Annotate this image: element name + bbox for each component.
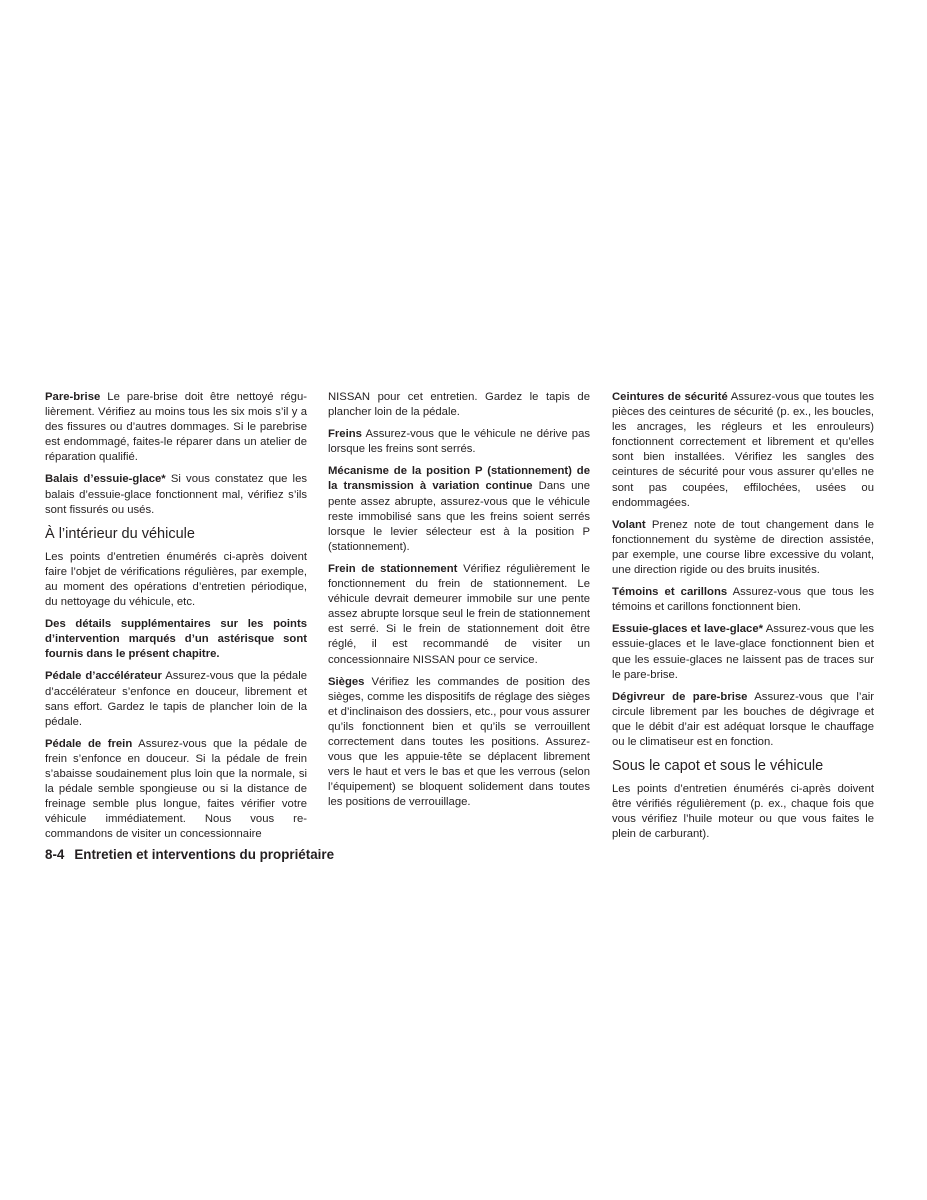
- paragraph-degivreur: [612, 690, 874, 750]
- term-degivreur: Dégivreur de pare-brise: [612, 690, 748, 703]
- term-pedale-frein: Pédale de frein: [45, 737, 133, 750]
- chapter-title: Entretien et interventions du propriétaire: [74, 847, 335, 862]
- paragraph-essuie-glaces: [612, 622, 874, 682]
- column-left: [45, 390, 307, 849]
- paragraph-sieges: [328, 675, 590, 811]
- paragraph-frein-stationnement: [328, 562, 590, 668]
- paragraph-intro-interieur: Les points d’entretien énumérés ci-après doivent faire l’objet de vérifications régulières, par exemple, au moment des opérations d’entretien périodique, du nettoyage du véhicule, etc.: [45, 550, 307, 609]
- paragraph-ceintures: [612, 390, 874, 511]
- paragraph-pare-brise: [45, 390, 307, 465]
- term-balais: Balais d’essuie-glace*: [45, 473, 166, 486]
- term-pedale-accelerateur: Pédale d’accélérateur: [45, 670, 162, 683]
- heading-sous-capot: Sous le capot et sous le véhicule: [612, 758, 824, 775]
- text-frein-stationnement: Vérifiez régulièrement le fonctionnement du frein de stationnement. Le véhicule devrait demeurer immobile sur une pente assez abrupte lorsque seul le frein de stationnement est serré. Si le frein de stationnement doit être réglé, il est recommandé de visiter un concessionnaire NISSAN pour ce service.: [328, 562, 590, 666]
- text-essuie-glaces: Assurez-vous que les essuie-glaces et le lave-glace fonctionnent bien et que les essuie-glaces ne laissent pas de traces sur le pare-brise.: [612, 623, 875, 681]
- term-mecanisme-position-p: Mécanisme de la position P (stationnement) de la transmission à variation continue: [328, 465, 590, 493]
- text-freins: Assurez-vous que le véhicule ne dérive pas lorsque les freins sont serrés.: [328, 428, 590, 456]
- text-pare-brise: Le pare-brise doit être nettoyé régulièrement. Vérifiez au moins tous les six mois s’il y a des fissures ou d’autres dommages. Si le parebrise est endommagé, faites-le réparer dans un atelier de réparation qualifié.: [45, 391, 307, 464]
- text-pedale-accelerateur: Assurez-vous que la pédale d’accélérateur s’enfonce en douceur, librement et sans effort. Gardez le tapis de plancher loin de la pédale.: [45, 670, 307, 728]
- text-mecanisme-position-p: Dans une pente assez abrupte, assurez-vous que le véhicule reste immobilisé sans que les freins soient serrés lorsque le levier sélecteur est à la position P (stationnement).: [328, 480, 590, 553]
- term-temoins: Témoins et carillons: [612, 586, 728, 599]
- paragraph-pedale-accelerateur: [45, 669, 307, 729]
- text-volant: Prenez note de tout changement dans le fonctionnement du système de direction assistée, par exemple, une course libre excessive du volant, une direction rigide ou des bruits inusités.: [612, 518, 874, 577]
- paragraph-continuation: NISSAN pour cet entretien. Gardez le tapis de plancher loin de la pédale.: [328, 391, 590, 419]
- term-sieges: Sièges: [328, 675, 365, 688]
- term-pare-brise: Pare-brise: [45, 391, 101, 403]
- paragraph-temoins: [612, 585, 874, 615]
- paragraph-pedale-frein: [45, 737, 307, 843]
- paragraph-freins: [328, 427, 590, 457]
- paragraph-volant: [612, 518, 874, 578]
- column-right: [612, 390, 874, 849]
- text-temoins: Assurez-vous que tous les témoins et carillons fonctionnent bien.: [612, 586, 874, 614]
- paragraph-balais: [45, 472, 307, 517]
- paragraph-details-asterisque: Des détails supplémentaires sur les points d’intervention marqués d’un astérisque sont fournis dans le présent chapitre.: [45, 618, 307, 661]
- page-number: 8-4: [45, 847, 65, 862]
- term-essuie-glaces: Essuie-glaces et lave-glace*: [612, 623, 764, 636]
- page-footer: [45, 847, 334, 862]
- text-degivreur: Assurez-vous que l’air circule librement par les bouches de dégivrage et que le débit d’air est adéquat lorsque le chauffage ou le climatiseur est en fonction.: [612, 690, 874, 748]
- term-frein-stationnement: Frein de stationnement: [328, 562, 458, 575]
- paragraph-mecanisme-position-p: [328, 464, 590, 555]
- text-pedale-frein: Assurez-vous que la pédale de frein s’enfonce en douceur. Si la pédale de frein s’abaisse soudainement plus loin que la normale, si la pédale semble spongieuse ou si la distance de freinage semble plus longue, faites vérifier votre véhicule immédiatement. Nous vous recommandons de visiter un concessionnaire: [45, 737, 307, 841]
- column-middle: [328, 390, 590, 817]
- text-ceintures: Assurez-vous que toutes les pièces des ceintures de sécurité (p. ex., les boucles, les ancrages, les régleurs et les enrouleurs) fonctionnent correctement et librement et qu’elles sont bien installées. Vérifiez les sangles des ceintures de sécurité pour vous assurer qu’elles ne sont pas coupées, effilochées, usées ou endommagées.: [612, 391, 874, 509]
- text-balais: Si vous constatez que les balais d’essuie-glace fonctionnent mal, vérifiez s’ils sont fissurés ou usés.: [45, 473, 307, 516]
- term-volant: Volant: [612, 518, 646, 531]
- paragraph-sous-capot: Les points d’entretien énumérés ci-après doivent être vérifiés régulièrement (p. ex., chaque fois que vous vérifiez l’huile moteur ou que vous faites le plein de carburant).: [612, 783, 874, 841]
- term-freins: Freins: [328, 428, 362, 441]
- text-sieges: Vérifiez les commandes de position des sièges, comme les dispositifs de réglage des sièges et d’inclinaison des dossiers, etc., pour vous assurer qu’ils fonctionnent bien et qu’ils se verrouillent correctement dans toutes les positions. Assurez-vous que les appuie-tête se déplacent librement vers le haut et vers le bas et que les verrous (selon l’équipement) se bloquent solidement dans toutes les positions de verrouillage.: [328, 675, 590, 809]
- term-ceintures: Ceintures de sécurité: [612, 391, 728, 403]
- heading-interieur-vehicule: À l’intérieur du véhicule: [45, 525, 195, 542]
